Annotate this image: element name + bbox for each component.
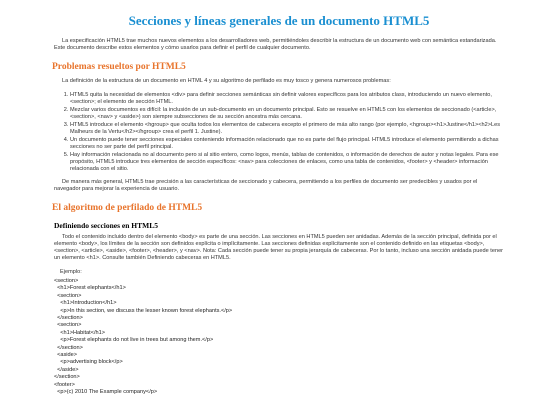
algorithm-subheading: Definiendo secciones en HTML5 [54,221,158,230]
code-line: </section> [54,315,83,322]
code-line: <aside> [54,352,78,359]
code-line: <section> [54,292,82,299]
problems-heading: Problemas resueltos por HTML5 [52,62,186,72]
code-line: <p>In this section, we discuss the lesser known forest elephants.</p> [54,307,233,314]
problems-list [54,92,504,173]
list-item: 3. HTML5 introduce el elemento <hgroup> que oculta todos los elementos de cabecera excepto el primero de más alto rango (por ejemplo, <hgroup><h1>Justine</h1><h2>Les Malheurs de la Vertu</h2></hgroup> crea el perfil 1. Justine). [70,122,504,136]
code-line: <h1>Forest elephants</h1> [54,285,126,292]
code-line: <section> [54,278,79,284]
intro-paragraph: La especificación HTML5 trae muchos nuevos elementos a los desarrolladores web, permitiéndoles describir la estructura de un documento web con semántica estandarizada. Este documento describe estos elementos y cómo usarlos para definir el perfil de cualquier documento. [54,38,497,51]
code-line: </section> [54,374,80,381]
problems-lead: La definición de la estructura de un documento en HTML 4 y su algoritmo de perfilado es muy tosco y genera numerosos problemas: [62,78,391,84]
list-item: 1. HTML5 quita la necesidad de elementos <div> para definir secciones semánticas sin definir valores específicos para los atributos class, introduciendo un nuevo elemento, <section>; el elemento de sección HTML. [70,92,504,106]
page-title: Secciones y líneas generales de un documento HTML5 [128,13,430,28]
code-line: </aside> [54,366,79,373]
list-item: 5. Hay información relacionada no al documento pero si al sitio entero, como logos, menús, tablas de contenidos, o información de derechos de autor y notas legales. Para ese propósito, HTML5 introduce tres elementos de sección específicos: <nav> para colecciones de enlaces, como una tabla de contenidos, <footer> y <header> información relacionada con el sitio. [70,152,504,173]
code-line: <footer> [54,381,75,388]
code-example [54,278,504,397]
list-item: 2. Mezclar varios documentos es difícil: la inclusión de un sub-documento en un documento principal. Esto se resuelve en HTML5 con los elementos de seccionado (<article>, <section>, <nav> y <aside>) son siempre subsecciones de su sección ancestra más cercana. [70,107,504,121]
code-line: <h1>Introduction</h1> [54,300,117,307]
algorithm-paragraph: Todo el contenido incluido dentro del elemento <body> es parte de una sección. Las secciones en HTML5 pueden ser anidadas. Además de la sección principal, definida por el elemento <body>, los límites de la sección son definidos explícita o implícitamente. Las secciones definidas explícitamente son el contenido definido en las etiquetas <body>, <section>, <article>, <aside>, <footer>, <header>, y <nav>. Nota: Cada sección puede tener su propia jerarquía de cabeceras. Por lo tanto, incluso una sección anidada puede tener un elemento <h1>. Consulte también Definiendo cabeceras en HTML5. [54,234,504,261]
code-line: <p>advertising block</p> [54,359,123,366]
code-line: <p>Forest elephants do not live in trees but among them.</p> [54,337,214,344]
list-item: 4. Un documento puede tener secciones especiales conteniendo información relacionado que no es parte del flujo principal. HTML5 introduce el elemento permitiendo a dichas secciones no ser parte del perfil principal. [70,137,504,151]
code-line: <section> [54,322,82,329]
problems-closing: De manera más general, HTML5 trae precisión a las características de seccionado y cabecera, permitiendo a los perfiles de documento ser predecibles y usados por el navegador para mejorar la experiencia de usuario. [54,179,478,192]
example-label: Ejemplo: [60,269,82,275]
code-line: <h1>Habitat</h1> [54,329,106,336]
code-line: <p>(c) 2010 The Example company</p> [54,389,158,396]
code-line: </section> [54,344,83,351]
algorithm-heading: El algoritmo de perfilado de HTML5 [52,203,203,213]
